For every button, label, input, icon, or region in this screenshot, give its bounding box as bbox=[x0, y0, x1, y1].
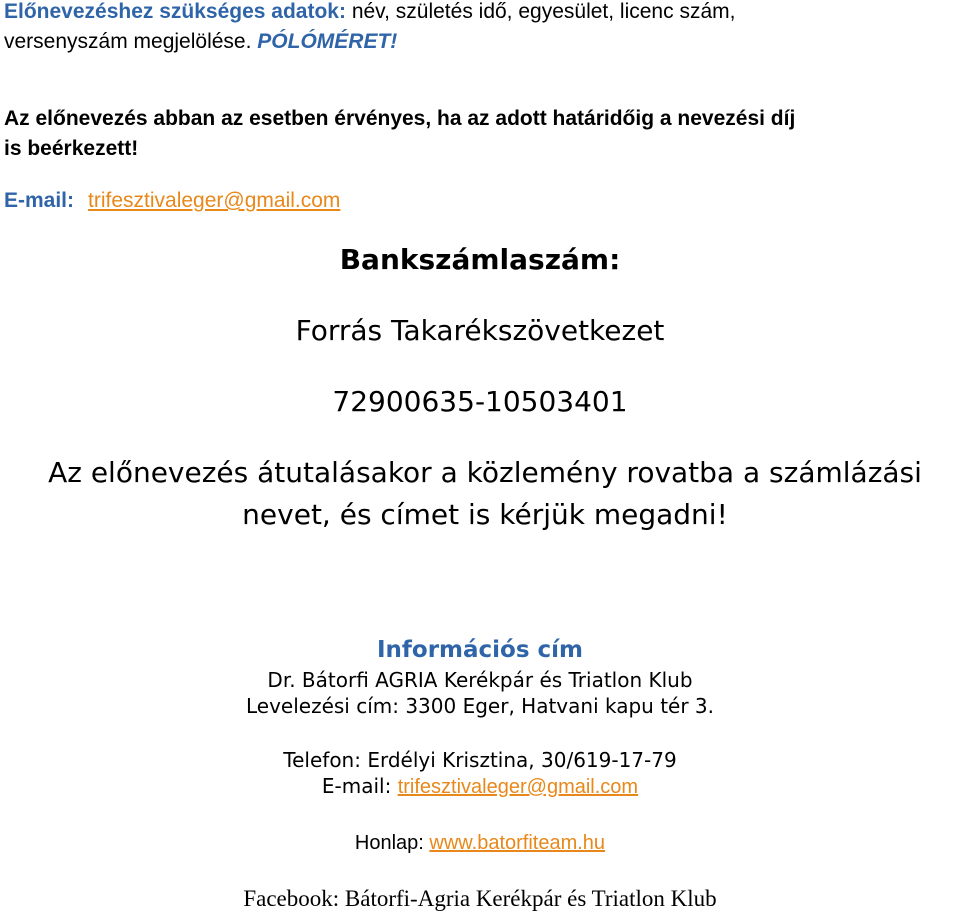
website-link[interactable]: www.batorfiteam.hu bbox=[429, 832, 606, 854]
bank-account-number: 72900635-10503401 bbox=[332, 385, 628, 418]
facebook-line: Facebook: Bátorfi-Agria Kerékpár és Triatlon Klub bbox=[243, 886, 717, 911]
info-email-label: E-mail: bbox=[321, 774, 398, 798]
prereg-paragraph bbox=[4, 0, 735, 57]
postal-address: Levelezési cím: 3300 Eger, Hatvani kapu tér 3. bbox=[245, 694, 715, 718]
email-label: E-mail: bbox=[4, 189, 75, 212]
validity-paragraph bbox=[4, 104, 795, 164]
validity-line-1: Az előnevezés abban az esetben érvényes, ha az adott határidőig a nevezési díj bbox=[4, 107, 796, 130]
club-name: Dr. Bátorfi AGRIA Kerékpár és Triatlon Klub bbox=[267, 668, 693, 692]
email-row bbox=[4, 186, 340, 216]
prereg-text-2: versenyszám megjelölése. bbox=[4, 30, 258, 53]
prereg-label: Előnevezéshez szükséges adatok: bbox=[4, 0, 346, 23]
website-label: Honlap: bbox=[354, 832, 430, 854]
info-title: Információs cím bbox=[376, 637, 584, 663]
shirt-size-emphasis: PÓLÓMÉRET! bbox=[257, 30, 398, 53]
bank-name: Forrás Takarékszövetkezet bbox=[295, 314, 665, 347]
website-row bbox=[0, 829, 960, 856]
transfer-note: Az előnevezés átutalásakor a közlemény rovatba a számlázási nevet, és címet is kérjük megadni! bbox=[48, 456, 922, 531]
prereg-text-1: név, születés idő, egyesület, licenc szám, bbox=[345, 0, 736, 23]
email-link[interactable]: trifesztivaleger@gmail.com bbox=[88, 189, 341, 212]
validity-line-2: is beérkezett! bbox=[4, 137, 139, 160]
phone-line: Telefon: Erdélyi Krisztina, 30/619-17-79 bbox=[283, 748, 677, 772]
bank-account-title: Bankszámlaszám: bbox=[339, 243, 621, 276]
info-email-row bbox=[0, 773, 960, 800]
info-email-link[interactable]: trifesztivaleger@gmail.com bbox=[397, 776, 639, 798]
